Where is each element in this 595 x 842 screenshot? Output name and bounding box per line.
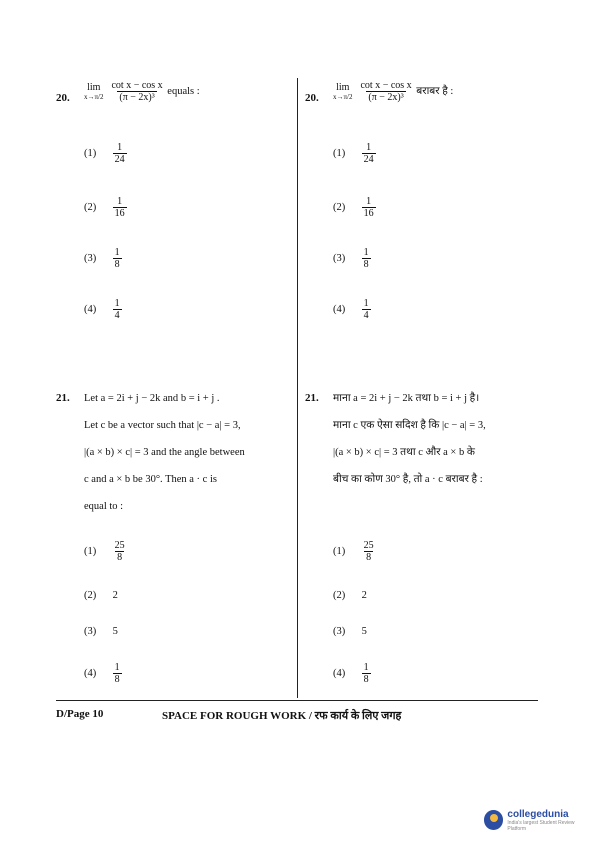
q21-line-4: c and a × b be 30°. Then a · c is [84, 474, 217, 485]
q20-option-3-hi[interactable]: (3) $\frac{1}{8}$ [333, 247, 369, 270]
q20-suffix: equals : [167, 85, 200, 97]
q20-option-4-hi[interactable]: (4) $\frac{1}{4}$ [333, 298, 369, 321]
limit-operator: lim x→π/2 [84, 82, 104, 101]
collegedunia-logo: collegedunia India's largest Student Review Platform [484, 808, 592, 832]
q20-option-4[interactable]: (4) $\frac{1}{4}$ [84, 298, 120, 321]
mascot-icon [484, 810, 503, 830]
q21-number-hi: 21. [305, 392, 319, 404]
q20-number-hi: 20. [305, 92, 319, 104]
q21-option-3[interactable]: (3) 5 [84, 626, 118, 637]
q21-option-2[interactable]: (2) 2 [84, 590, 118, 601]
q21-option-2-hi[interactable]: (2) 2 [333, 590, 367, 601]
q20-number: 20. [56, 92, 70, 104]
rough-work-label: SPACE FOR ROUGH WORK / रफ कार्य के लिए जगह [162, 710, 402, 722]
q21-line-3: |(a × b) × c| = 3 and the angle between [84, 447, 245, 458]
q20-option-1-hi[interactable]: (1) $\frac{1}{24}$ [333, 142, 374, 165]
q21-option-1[interactable]: (1) $\frac{25}{8}$ [84, 540, 125, 563]
q20-statement-hi: lim x→π/2 $\frac{\text{cot x − cos x}}{\text{(π − 2x)³}}$ बराबर है : [333, 80, 454, 103]
footer-divider [56, 700, 538, 701]
q21-option-4[interactable]: (4) $\frac{1}{8}$ [84, 662, 120, 685]
q21-line-2: Let c be a vector such that |c − a| = 3, [84, 420, 241, 431]
q21-number: 21. [56, 392, 70, 404]
q21-option-3-hi[interactable]: (3) 5 [333, 626, 367, 637]
q21-option-1-hi[interactable]: (1) $\frac{25}{8}$ [333, 540, 374, 563]
q20-fraction: $\frac{\text{cot x − cos x}}{\text{(π − 2x)³}}$ [111, 80, 163, 103]
q21-statement-hi: माना a = 2i + j − 2k तथा b = i + j है। माना c एक ऐसा सदिश है कि |c − a| = 3, |(a × b) × c| = 3 तथा c और a × b के बीच का कोण 30° है, तो a · c बराबर है : [333, 393, 486, 485]
q20-option-2-hi[interactable]: (2) $\frac{1}{16}$ [333, 196, 374, 219]
q20-option-2[interactable]: (2) $\frac{1}{16}$ [84, 196, 125, 219]
q20-suffix-hi: बराबर है : [416, 85, 454, 97]
q20-option-1[interactable]: (1) $\frac{1}{24}$ [84, 142, 125, 165]
q20-statement [84, 80, 200, 103]
q21-option-4-hi[interactable]: (4) $\frac{1}{8}$ [333, 662, 369, 685]
q20-option-3[interactable]: (3) $\frac{1}{8}$ [84, 247, 120, 270]
q21-line-1: Let a = 2i + j − 2k and b = i + j . [84, 393, 220, 404]
q21-line-5: equal to : [84, 501, 124, 512]
page-number: D/Page 10 [56, 708, 104, 720]
q21-statement [84, 385, 314, 520]
